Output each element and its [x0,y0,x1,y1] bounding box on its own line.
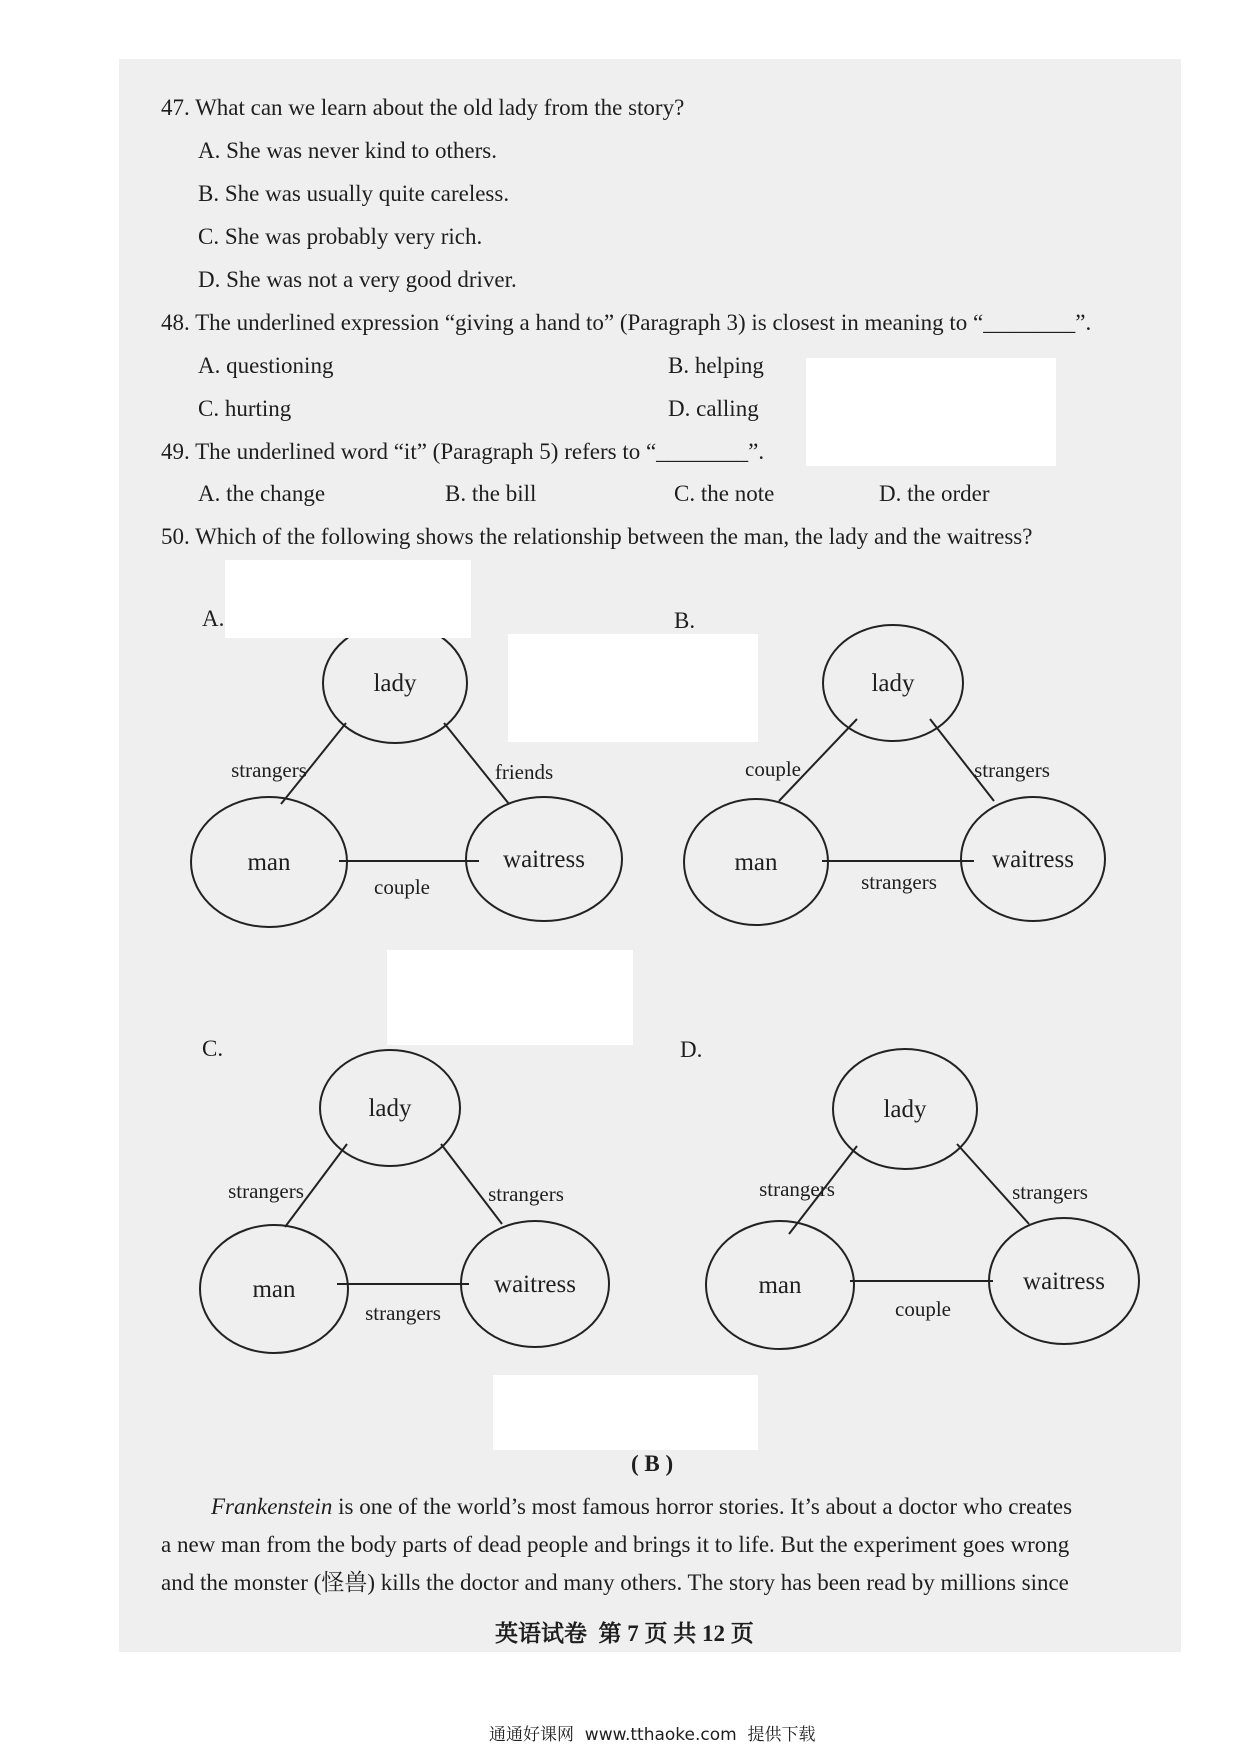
diagram-d [707,1054,1167,1374]
node-man-label: man [758,1272,802,1299]
book-title: Frankenstein [211,1494,333,1519]
edge-man-waitress-label: strangers [365,1301,441,1325]
node-lady-label: lady [871,670,915,697]
edge-man-waitress-label: couple [895,1297,951,1321]
node-waitress-label: waitress [992,846,1074,873]
q47-stem: 47. What can we learn about the old lady from the story? [161,95,685,120]
q47-option-b: B. She was usually quite careless. [198,181,510,206]
redaction-patch [806,358,1056,466]
redaction-patch [225,560,471,638]
page-footer: 英语试卷 第 7 页 共 12 页 [495,1621,754,1646]
q49-option-d: D. the order [879,481,990,506]
site-watermark: 通通好课网 www.tthaoke.com 提供下载 [489,1725,816,1745]
edge-lady-waitress-label: strangers [974,758,1050,782]
edge-lady-man-label: strangers [759,1177,835,1201]
node-waitress-label: waitress [494,1271,576,1298]
node-man-label: man [734,849,778,876]
node-man-label: man [247,849,291,876]
line-1-text: is one of the world’s most famous horror stories. It’s about a doctor who creates [332,1494,1073,1519]
edge-lady-waitress-label: friends [494,760,554,784]
q49-stem: 49. The underlined word “it” (Paragraph 5) refers to “________”. [161,439,765,464]
section-b-line-3: and the monster (怪兽) kills the doctor and many others. The story has been read by millions since [161,1570,1069,1595]
edge-man-waitress-label: couple [374,875,430,899]
diagram-a-letter: A. [202,606,225,631]
node-waitress-label: waitress [1023,1268,1105,1295]
diagram-c-letter: C. [202,1036,224,1061]
section-b-line-1 [211,1495,1072,1518]
section-b-line-2: a new man from the body parts of dead people and brings it to life. But the experiment goes wrong [161,1532,1070,1557]
diagram-c [187,1054,647,1374]
edge-lady-man-label: strangers [231,758,307,782]
edge-lady-man-label: strangers [228,1179,304,1203]
diagram-d-letter: D. [680,1037,703,1062]
q48-option-d: D. calling [668,396,759,421]
node-lady-label: lady [368,1095,412,1122]
edge-lady-man-label: couple [745,757,801,781]
section-b-heading: ( B ) [631,1451,674,1476]
q48-option-a: A. questioning [198,353,334,378]
q49-option-c: C. the note [674,481,775,506]
q49-option-b: B. the bill [445,481,537,506]
redaction-patch [387,950,633,1045]
q47-option-c: C. She was probably very rich. [198,224,483,249]
node-lady-label: lady [373,670,417,697]
node-lady-label: lady [883,1096,927,1123]
q48-option-c: C. hurting [198,396,292,421]
q50-stem: 50. Which of the following shows the relationship between the man, the lady and the waitress? [161,524,1033,549]
exam-page [119,59,1181,1652]
q48-option-b: B. helping [668,353,764,378]
edge-man-waitress-label: strangers [861,870,937,894]
q47-option-a: A. She was never kind to others. [198,138,497,163]
q49-option-a: A. the change [198,481,326,506]
edge-lady-waitress-label: strangers [488,1182,564,1206]
diagram-b-letter: B. [674,608,696,633]
redaction-patch [493,1375,758,1450]
q47-option-d: D. She was not a very good driver. [198,267,517,292]
q48-stem: 48. The underlined expression “giving a hand to” (Paragraph 3) is closest in meaning to “________”. [161,310,1092,335]
node-waitress-label: waitress [503,846,585,873]
redaction-patch [508,634,758,742]
node-man-label: man [252,1276,296,1303]
edge-lady-waitress-label: strangers [1012,1180,1088,1204]
